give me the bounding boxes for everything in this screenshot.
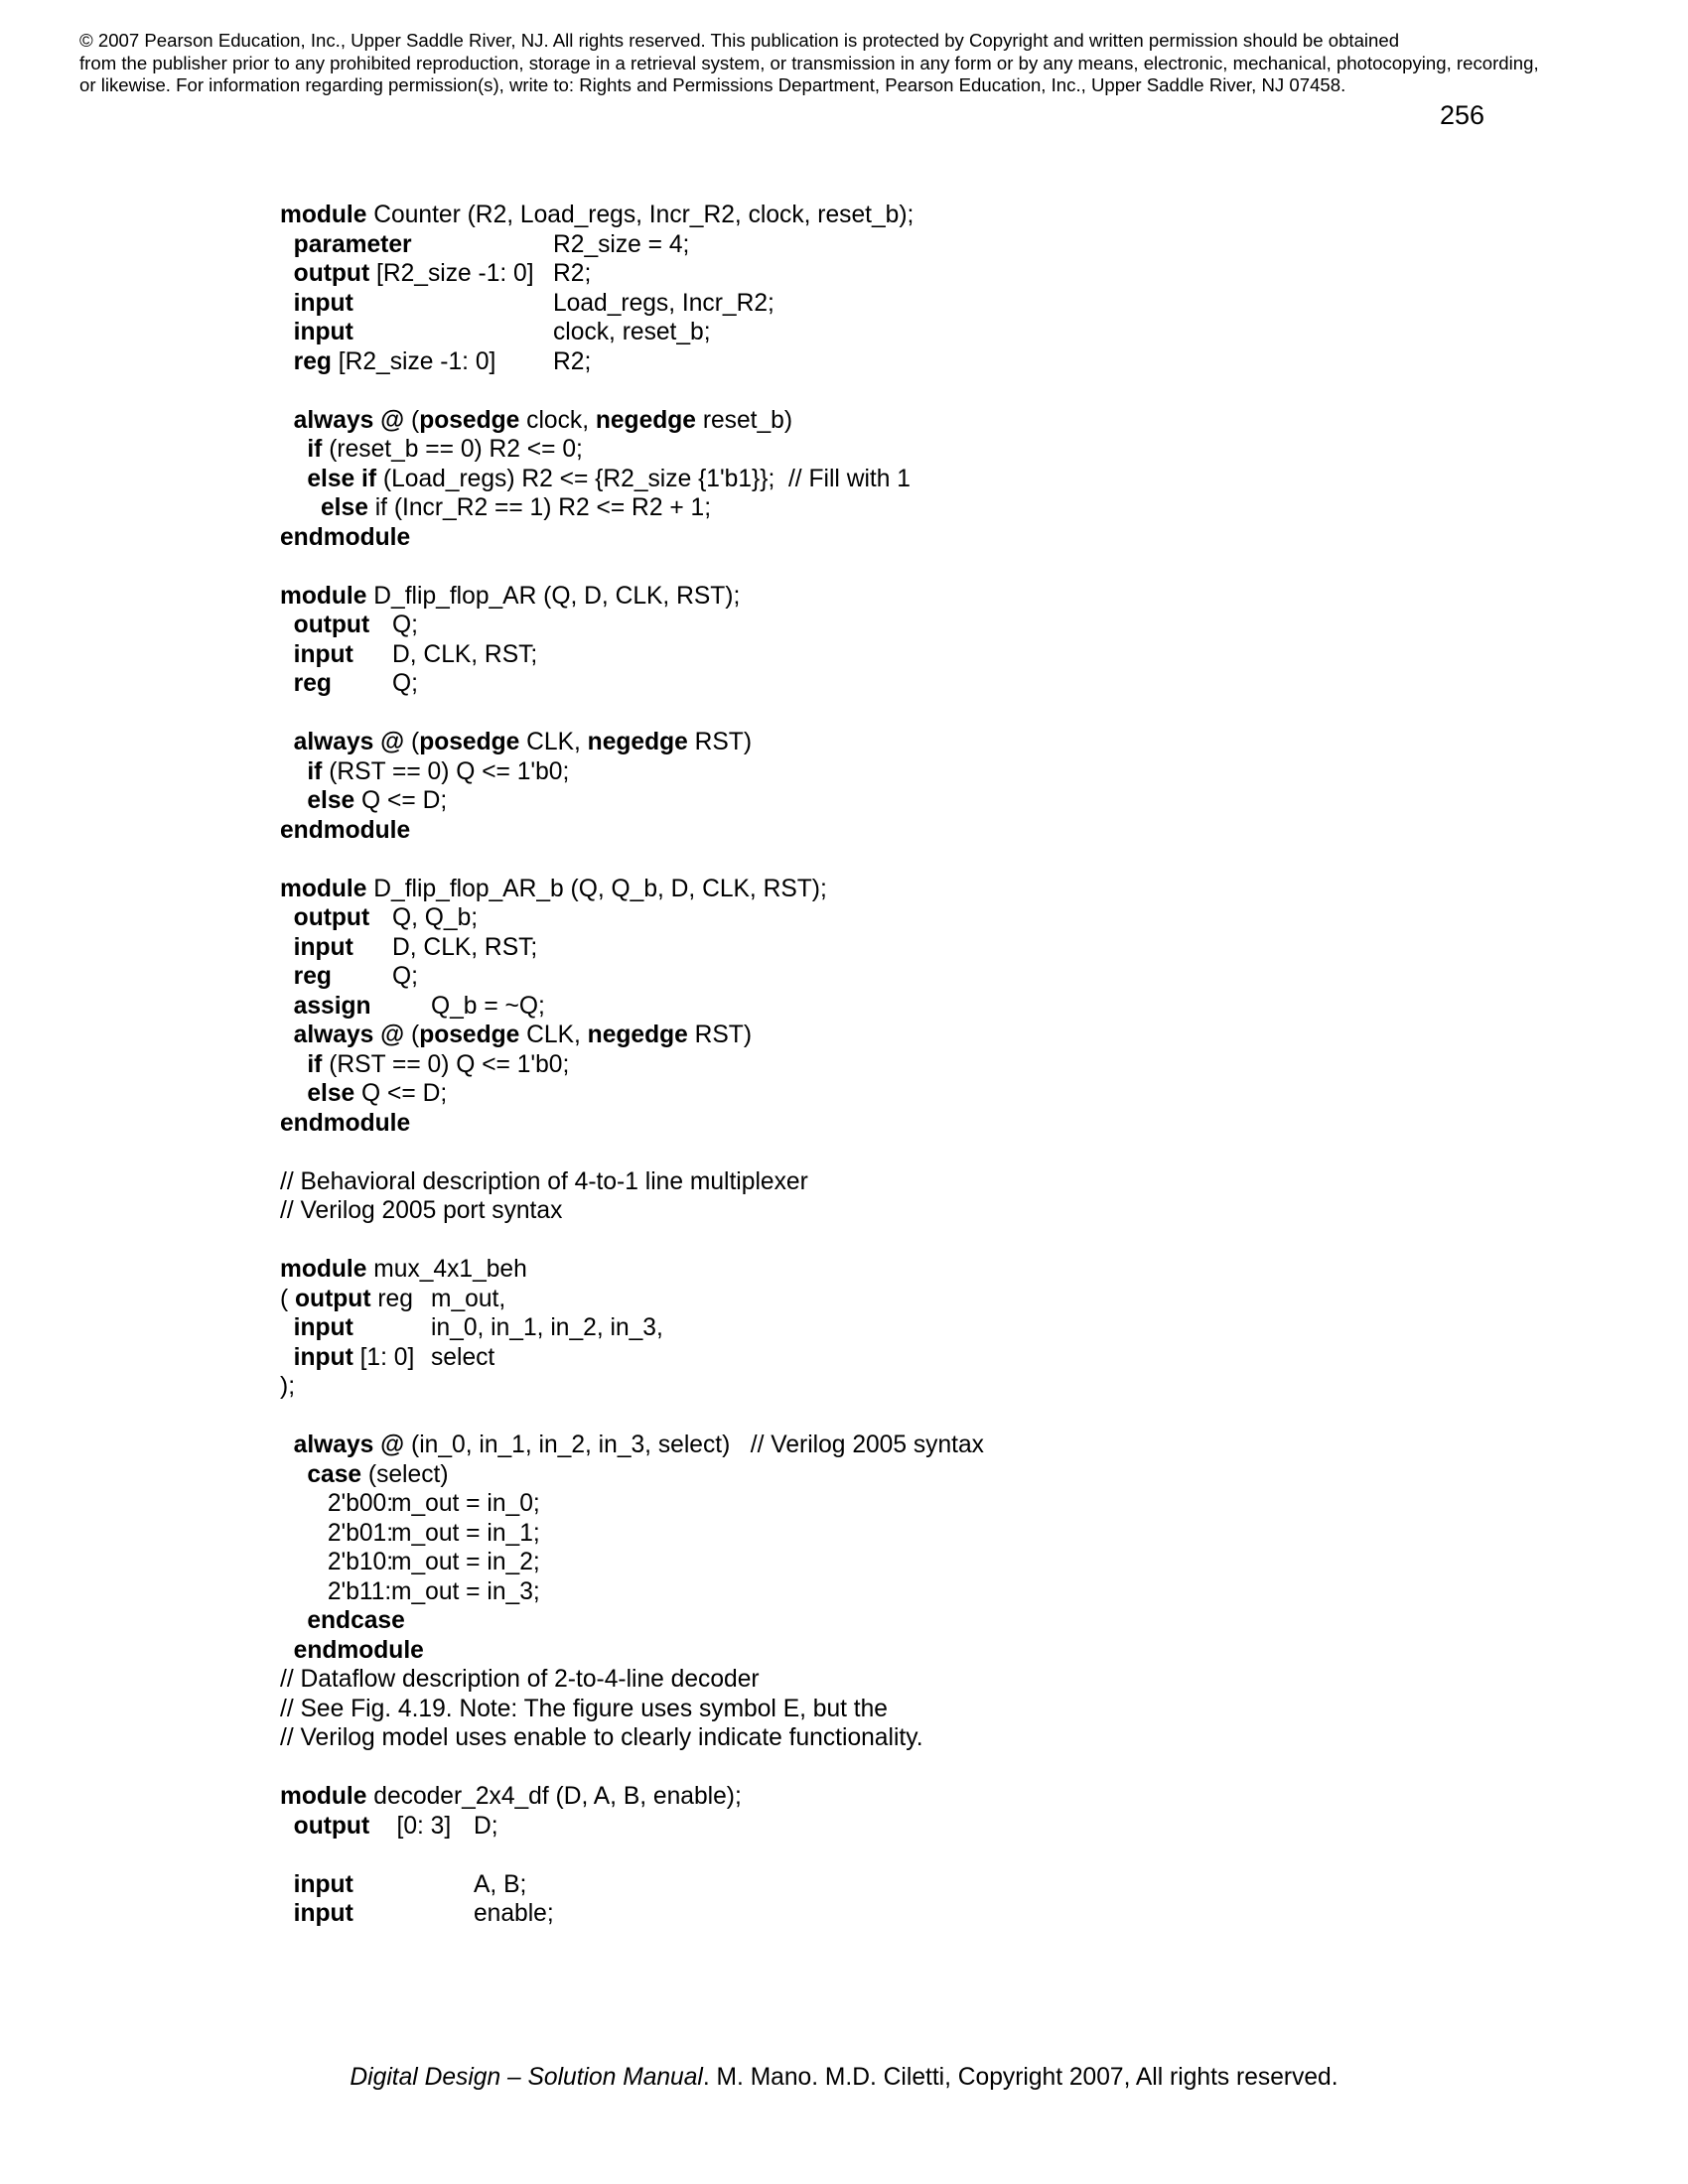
code-keyword: assign bbox=[293, 992, 371, 1020]
code-keyword: module bbox=[280, 875, 367, 902]
code-text: // See Fig. 4.19. Note: The figure uses symbol E, but the bbox=[280, 1695, 888, 1722]
page-number: 256 bbox=[1440, 100, 1485, 130]
verilog-code-listing bbox=[280, 201, 1571, 1929]
code-text: RST) bbox=[687, 1022, 753, 1048]
code-text bbox=[280, 1813, 294, 1840]
code-line bbox=[280, 992, 1571, 1022]
code-line bbox=[280, 435, 1571, 465]
code-text: RST) bbox=[687, 729, 753, 755]
footer-credits: . M. Mano. M.D. Ciletti, Copyright 2007, All rights reserved. bbox=[702, 2064, 1338, 2091]
code-keyword: module bbox=[280, 1256, 367, 1283]
code-text bbox=[280, 494, 321, 521]
code-line bbox=[280, 1313, 1571, 1343]
code-line bbox=[280, 757, 1571, 787]
code-keyword: output bbox=[293, 904, 370, 931]
code-text: [0: 3] bbox=[369, 1812, 452, 1840]
code-line bbox=[280, 1695, 1571, 1724]
code-text bbox=[280, 290, 294, 317]
code-keyword: else bbox=[307, 1080, 355, 1107]
code-keyword: module bbox=[280, 1783, 367, 1810]
code-line bbox=[280, 230, 1571, 260]
code-line bbox=[280, 1606, 1571, 1636]
code-text: ( bbox=[404, 1022, 420, 1048]
code-text bbox=[280, 319, 294, 345]
code-keyword: input bbox=[293, 1870, 353, 1898]
code-line bbox=[280, 903, 1571, 933]
code-keyword: endmodule bbox=[293, 1636, 424, 1664]
code-text: [R2_size -1: 0] bbox=[331, 347, 496, 375]
code-line bbox=[280, 289, 1571, 319]
code-line bbox=[280, 201, 1571, 230]
code-text: (reset_b == 0) R2 <= 0; bbox=[322, 436, 583, 463]
code-text bbox=[280, 729, 294, 755]
code-aligned-text: m_out, bbox=[431, 1285, 506, 1312]
code-line bbox=[280, 465, 1571, 494]
code-line bbox=[280, 1460, 1571, 1490]
code-line bbox=[280, 1723, 1571, 1753]
code-keyword: always @ bbox=[293, 1432, 405, 1458]
code-text bbox=[280, 407, 294, 434]
code-line bbox=[280, 1343, 1571, 1373]
code-aligned-text: R2; bbox=[553, 260, 592, 287]
code-line bbox=[280, 376, 1571, 406]
code-aligned-text: Q_b = ~Q; bbox=[431, 992, 545, 1020]
code-keyword: if bbox=[307, 757, 323, 785]
code-text bbox=[280, 1314, 294, 1341]
code-keyword: else bbox=[307, 787, 355, 814]
code-text: clock, bbox=[519, 406, 596, 434]
footer-book-title: Digital Design – Solution Manual bbox=[350, 2064, 703, 2091]
code-text bbox=[280, 758, 307, 785]
code-text: D_flip_flop_AR (Q, D, CLK, RST); bbox=[366, 582, 741, 610]
code-aligned-text: in_0, in_1, in_2, in_3, bbox=[431, 1314, 663, 1341]
code-aligned-text: m_out = in_2; bbox=[391, 1549, 540, 1575]
code-keyword: else bbox=[321, 494, 368, 521]
code-keyword: endmodule bbox=[280, 816, 411, 844]
code-keyword: reg bbox=[293, 670, 332, 697]
code-keyword: input bbox=[293, 640, 353, 668]
code-keyword: endmodule bbox=[280, 1109, 411, 1137]
code-text: // Verilog 2005 port syntax bbox=[280, 1197, 563, 1224]
code-keyword: input bbox=[293, 1343, 353, 1371]
code-line bbox=[280, 1285, 1571, 1314]
code-line bbox=[280, 318, 1571, 347]
code-text bbox=[280, 1344, 294, 1371]
copyright-notice bbox=[79, 30, 1628, 97]
code-keyword: reg bbox=[293, 963, 332, 990]
code-keyword: output bbox=[293, 1812, 370, 1840]
code-text: (in_0, in_1, in_2, in_3, select) // Verilog 2005 syntax bbox=[404, 1432, 984, 1458]
code-aligned-text: enable; bbox=[474, 1900, 554, 1927]
code-line bbox=[280, 669, 1571, 699]
code-text: if (Incr_R2 == 1) R2 <= R2 + 1; bbox=[367, 494, 712, 521]
code-aligned-text: m_out = in_3; bbox=[391, 1577, 540, 1605]
code-line bbox=[280, 1812, 1571, 1842]
code-aligned-text: Q; bbox=[392, 612, 418, 638]
code-keyword: input bbox=[293, 289, 353, 317]
code-keyword: reg bbox=[293, 347, 332, 375]
copyright-line: © 2007 Pearson Education, Inc., Upper Saddle River, NJ. All rights reserved. This publication is protected by Copyright and written permission should be obtained bbox=[79, 30, 1400, 51]
code-text: reset_b) bbox=[695, 406, 793, 434]
code-line bbox=[280, 1636, 1571, 1666]
code-text: Q <= D; bbox=[354, 1080, 448, 1107]
code-keyword: input bbox=[293, 319, 353, 345]
code-aligned-text: Q; bbox=[392, 670, 418, 697]
code-line bbox=[280, 493, 1571, 523]
code-aligned-text: D, CLK, RST; bbox=[392, 640, 538, 668]
code-text bbox=[280, 1022, 294, 1048]
code-keyword: parameter bbox=[293, 230, 412, 258]
code-line bbox=[280, 1431, 1571, 1460]
copyright-line: or likewise. For information regarding permission(s), write to: Rights and Permissions Department, Pearson Education, Inc., Upper Saddle River, NJ 07458. bbox=[79, 74, 1346, 95]
code-text bbox=[280, 670, 294, 697]
code-text bbox=[280, 436, 307, 463]
code-line bbox=[280, 1665, 1571, 1695]
code-keyword: always @ bbox=[293, 1022, 405, 1048]
code-text bbox=[280, 993, 294, 1020]
code-text: 2'b00: bbox=[280, 1490, 394, 1517]
code-text: CLK, bbox=[519, 729, 588, 755]
code-keyword: else if bbox=[307, 465, 377, 492]
code-line bbox=[280, 728, 1571, 757]
code-text: (RST == 0) Q <= 1'b0; bbox=[322, 1050, 570, 1078]
code-keyword: if bbox=[307, 1050, 323, 1078]
code-line bbox=[280, 1167, 1571, 1197]
code-line bbox=[280, 1021, 1571, 1050]
code-text: [1: 0] bbox=[352, 1343, 415, 1371]
code-line bbox=[280, 786, 1571, 816]
code-line bbox=[280, 933, 1571, 963]
code-text: 2'b10: bbox=[280, 1549, 394, 1575]
code-line bbox=[280, 259, 1571, 289]
code-text: Q <= D; bbox=[354, 787, 448, 814]
code-text: reg bbox=[370, 1285, 413, 1312]
code-keyword: output bbox=[295, 1285, 371, 1312]
copyright-line: from the publisher prior to any prohibited reproduction, storage in a retrieval system, or transmission in any form or by any means, electronic, mechanical, photocopying, recording, bbox=[79, 52, 1539, 73]
code-keyword: module bbox=[280, 202, 367, 228]
code-line bbox=[280, 1753, 1571, 1783]
code-text: // Dataflow description of 2-to-4-line decoder bbox=[280, 1666, 760, 1693]
code-line bbox=[280, 1870, 1571, 1900]
code-text: ( bbox=[280, 1285, 296, 1312]
code-line bbox=[280, 1050, 1571, 1080]
code-line bbox=[280, 611, 1571, 640]
code-aligned-text: m_out = in_0; bbox=[391, 1490, 540, 1517]
code-text: // Verilog model uses enable to clearly indicate functionality. bbox=[280, 1724, 923, 1751]
code-text: [R2_size -1: 0] bbox=[369, 260, 534, 287]
code-line bbox=[280, 699, 1571, 729]
code-line bbox=[280, 1841, 1571, 1870]
code-text bbox=[280, 1432, 294, 1458]
code-line bbox=[280, 845, 1571, 875]
code-keyword: always @ bbox=[293, 406, 405, 434]
code-text: // Behavioral description of 4-to-1 line multiplexer bbox=[280, 1167, 808, 1195]
code-line bbox=[280, 816, 1571, 846]
code-line bbox=[280, 1255, 1571, 1285]
code-line bbox=[280, 1109, 1571, 1139]
code-line bbox=[280, 640, 1571, 670]
code-text: ( bbox=[404, 406, 420, 434]
code-line bbox=[280, 552, 1571, 582]
code-keyword: posedge bbox=[419, 729, 520, 755]
code-keyword: posedge bbox=[419, 1022, 520, 1048]
code-text bbox=[280, 1871, 294, 1898]
code-text: Counter (R2, Load_regs, Incr_R2, clock, reset_b); bbox=[366, 202, 914, 228]
code-keyword: negedge bbox=[587, 729, 688, 755]
code-text: D_flip_flop_AR_b (Q, Q_b, D, CLK, RST); bbox=[366, 875, 827, 902]
code-text: (select) bbox=[361, 1460, 449, 1488]
code-text bbox=[280, 641, 294, 668]
code-text: mux_4x1_beh bbox=[366, 1256, 527, 1283]
code-line bbox=[280, 1138, 1571, 1167]
code-line bbox=[280, 406, 1571, 436]
code-line bbox=[280, 1196, 1571, 1226]
code-text: ); bbox=[280, 1373, 296, 1400]
code-aligned-text: R2_size = 4; bbox=[553, 230, 690, 258]
code-line bbox=[280, 875, 1571, 904]
code-aligned-text: clock, reset_b; bbox=[553, 319, 711, 345]
code-aligned-text: D, CLK, RST; bbox=[392, 933, 538, 961]
code-text bbox=[280, 1051, 307, 1078]
code-keyword: negedge bbox=[587, 1022, 688, 1048]
code-line bbox=[280, 1899, 1571, 1929]
code-line bbox=[280, 1782, 1571, 1812]
code-keyword: endcase bbox=[307, 1607, 405, 1634]
code-text bbox=[280, 1080, 307, 1107]
code-line bbox=[280, 1577, 1571, 1607]
code-aligned-text: Q, Q_b; bbox=[392, 904, 479, 931]
code-aligned-text: A, B; bbox=[474, 1870, 527, 1898]
code-line bbox=[280, 1548, 1571, 1577]
code-aligned-text: Load_regs, Incr_R2; bbox=[553, 289, 774, 317]
code-aligned-text: m_out = in_1; bbox=[391, 1519, 540, 1547]
code-keyword: endmodule bbox=[280, 523, 411, 551]
code-aligned-text: D; bbox=[474, 1812, 498, 1840]
code-text: CLK, bbox=[519, 1022, 588, 1048]
code-text bbox=[280, 231, 294, 258]
code-line bbox=[280, 582, 1571, 612]
code-text bbox=[280, 787, 307, 814]
code-keyword: posedge bbox=[419, 406, 520, 434]
code-keyword: case bbox=[307, 1460, 362, 1488]
code-line bbox=[280, 1489, 1571, 1519]
code-keyword: output bbox=[293, 260, 370, 287]
code-text bbox=[280, 963, 294, 990]
code-line bbox=[280, 1519, 1571, 1549]
code-text bbox=[280, 466, 307, 492]
code-keyword: input bbox=[293, 1314, 353, 1341]
code-text bbox=[280, 1900, 294, 1927]
code-keyword: input bbox=[293, 1900, 353, 1927]
code-line bbox=[280, 1372, 1571, 1402]
code-aligned-text: Q; bbox=[392, 963, 418, 990]
code-text bbox=[280, 612, 294, 638]
code-text: (Load_regs) R2 <= {R2_size {1'b1}}; // Fill with 1 bbox=[376, 465, 911, 492]
code-text: decoder_2x4_df (D, A, B, enable); bbox=[366, 1783, 742, 1810]
code-aligned-text: R2; bbox=[553, 347, 592, 375]
code-text: 2'b11: bbox=[280, 1577, 392, 1605]
code-text bbox=[280, 1461, 307, 1488]
code-keyword: module bbox=[280, 582, 367, 610]
code-line bbox=[280, 1226, 1571, 1256]
code-text bbox=[280, 1637, 294, 1664]
code-text: 2'b01: bbox=[280, 1519, 394, 1547]
code-keyword: if bbox=[307, 436, 323, 463]
code-line bbox=[280, 523, 1571, 553]
code-text: ( bbox=[404, 729, 420, 755]
code-line bbox=[280, 1079, 1571, 1109]
code-text bbox=[280, 904, 294, 931]
code-line bbox=[280, 1402, 1571, 1432]
code-keyword: negedge bbox=[595, 406, 696, 434]
code-text bbox=[280, 934, 294, 961]
code-text bbox=[280, 1607, 307, 1634]
code-text bbox=[280, 260, 294, 287]
code-line bbox=[280, 962, 1571, 992]
code-aligned-text: select bbox=[431, 1343, 495, 1371]
code-text: (RST == 0) Q <= 1'b0; bbox=[322, 757, 570, 785]
code-keyword: output bbox=[293, 612, 370, 638]
code-line bbox=[280, 347, 1571, 377]
code-keyword: input bbox=[293, 933, 353, 961]
code-keyword: always @ bbox=[293, 729, 405, 755]
code-text bbox=[280, 348, 294, 375]
page-footer bbox=[0, 2063, 1688, 2093]
